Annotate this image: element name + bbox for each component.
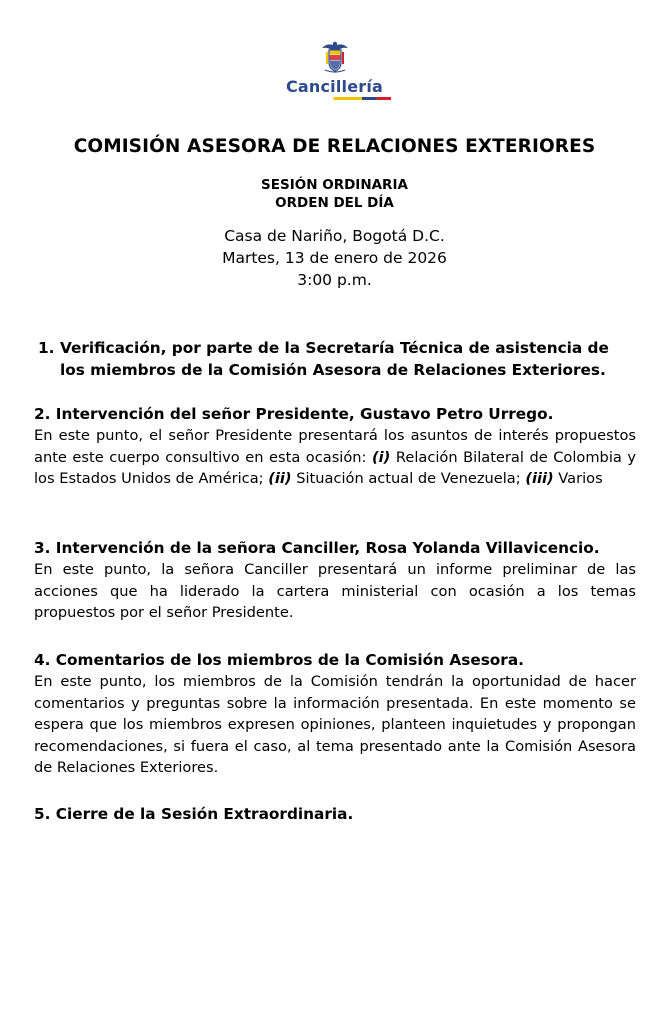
brand-name: Cancillería [285,77,384,96]
agenda-item-2-title: 2. Intervención del señor Presidente, Gustavo Petro Urrego. [34,405,554,423]
topic-3: Varios [553,470,603,487]
agenda-item-3-body: En este punto, la señora Canciller presentará un informe preliminar de las acciones que ha liderado la cartera ministerial con ocasión a los temas propuestos por el señor Presidente. [34,561,636,621]
agenda-item-4 [34,649,636,779]
agenda-item-5 [34,803,636,825]
agenda-item-2-body [34,425,636,490]
topic-marker-2: (ii) [268,470,292,487]
agenda-item-3-title: 3. Intervención de la señora Canciller, Rosa Yolanda Villavicencio. [34,539,600,557]
agenda-item-1 [38,337,636,381]
meeting-location: Casa de Nariño, Bogotá D.C. [224,227,445,245]
flag-color-bar [295,97,391,100]
topic-2: Situación actual de Venezuela; [291,470,526,487]
agenda-label: ORDEN DEL DÍA [275,195,394,211]
agenda-item-4-title: 4. Comentarios de los miembros de la Comisión Asesora. [34,651,524,669]
topic-marker-3: (iii) [525,470,554,487]
agenda-item-3 [34,537,636,624]
meeting-date: Martes, 13 de enero de 2026 [222,249,447,267]
document-title: COMISIÓN ASESORA DE RELACIONES EXTERIORES [73,136,596,157]
agenda-item-2-intro: En este punto, el señor Presidente presentará los asuntos de interés propuestos ante este cuerpo consultivo en esta ocasión: [34,427,636,466]
colombia-coat-of-arms-icon [320,38,350,74]
agenda-item-2 [34,403,636,490]
cancilleria-logo [0,38,669,100]
topic-marker-1: (i) [372,448,391,466]
session-type: SESIÓN ORDINARIA [261,177,408,193]
agenda-item-5-title: 5. Cierre de la Sesión Extraordinaria. [34,805,354,823]
agenda-item-1-title: Verificación, por parte de la Secretaría Técnica de asistencia de los miembros de la Comisión Asesora de Relaciones Exteriores. [60,339,609,379]
agenda-item-4-body: En este punto, los miembros de la Comisión tendrán la oportunidad de hacer comentarios y preguntas sobre la información presentada. En este momento se espera que los miembros expresen opiniones, planteen inquietudes y propongan recomendaciones, si fuera el caso, al tema presentado ante la Comisión Asesora de Relaciones Exteriores. [34,673,636,776]
meeting-time: 3:00 p.m. [297,271,372,289]
agenda-item-1-number: 1. [38,339,55,357]
topic-1: Relación Bilateral de Colombia y los Estados Unidos de América; [34,448,636,487]
